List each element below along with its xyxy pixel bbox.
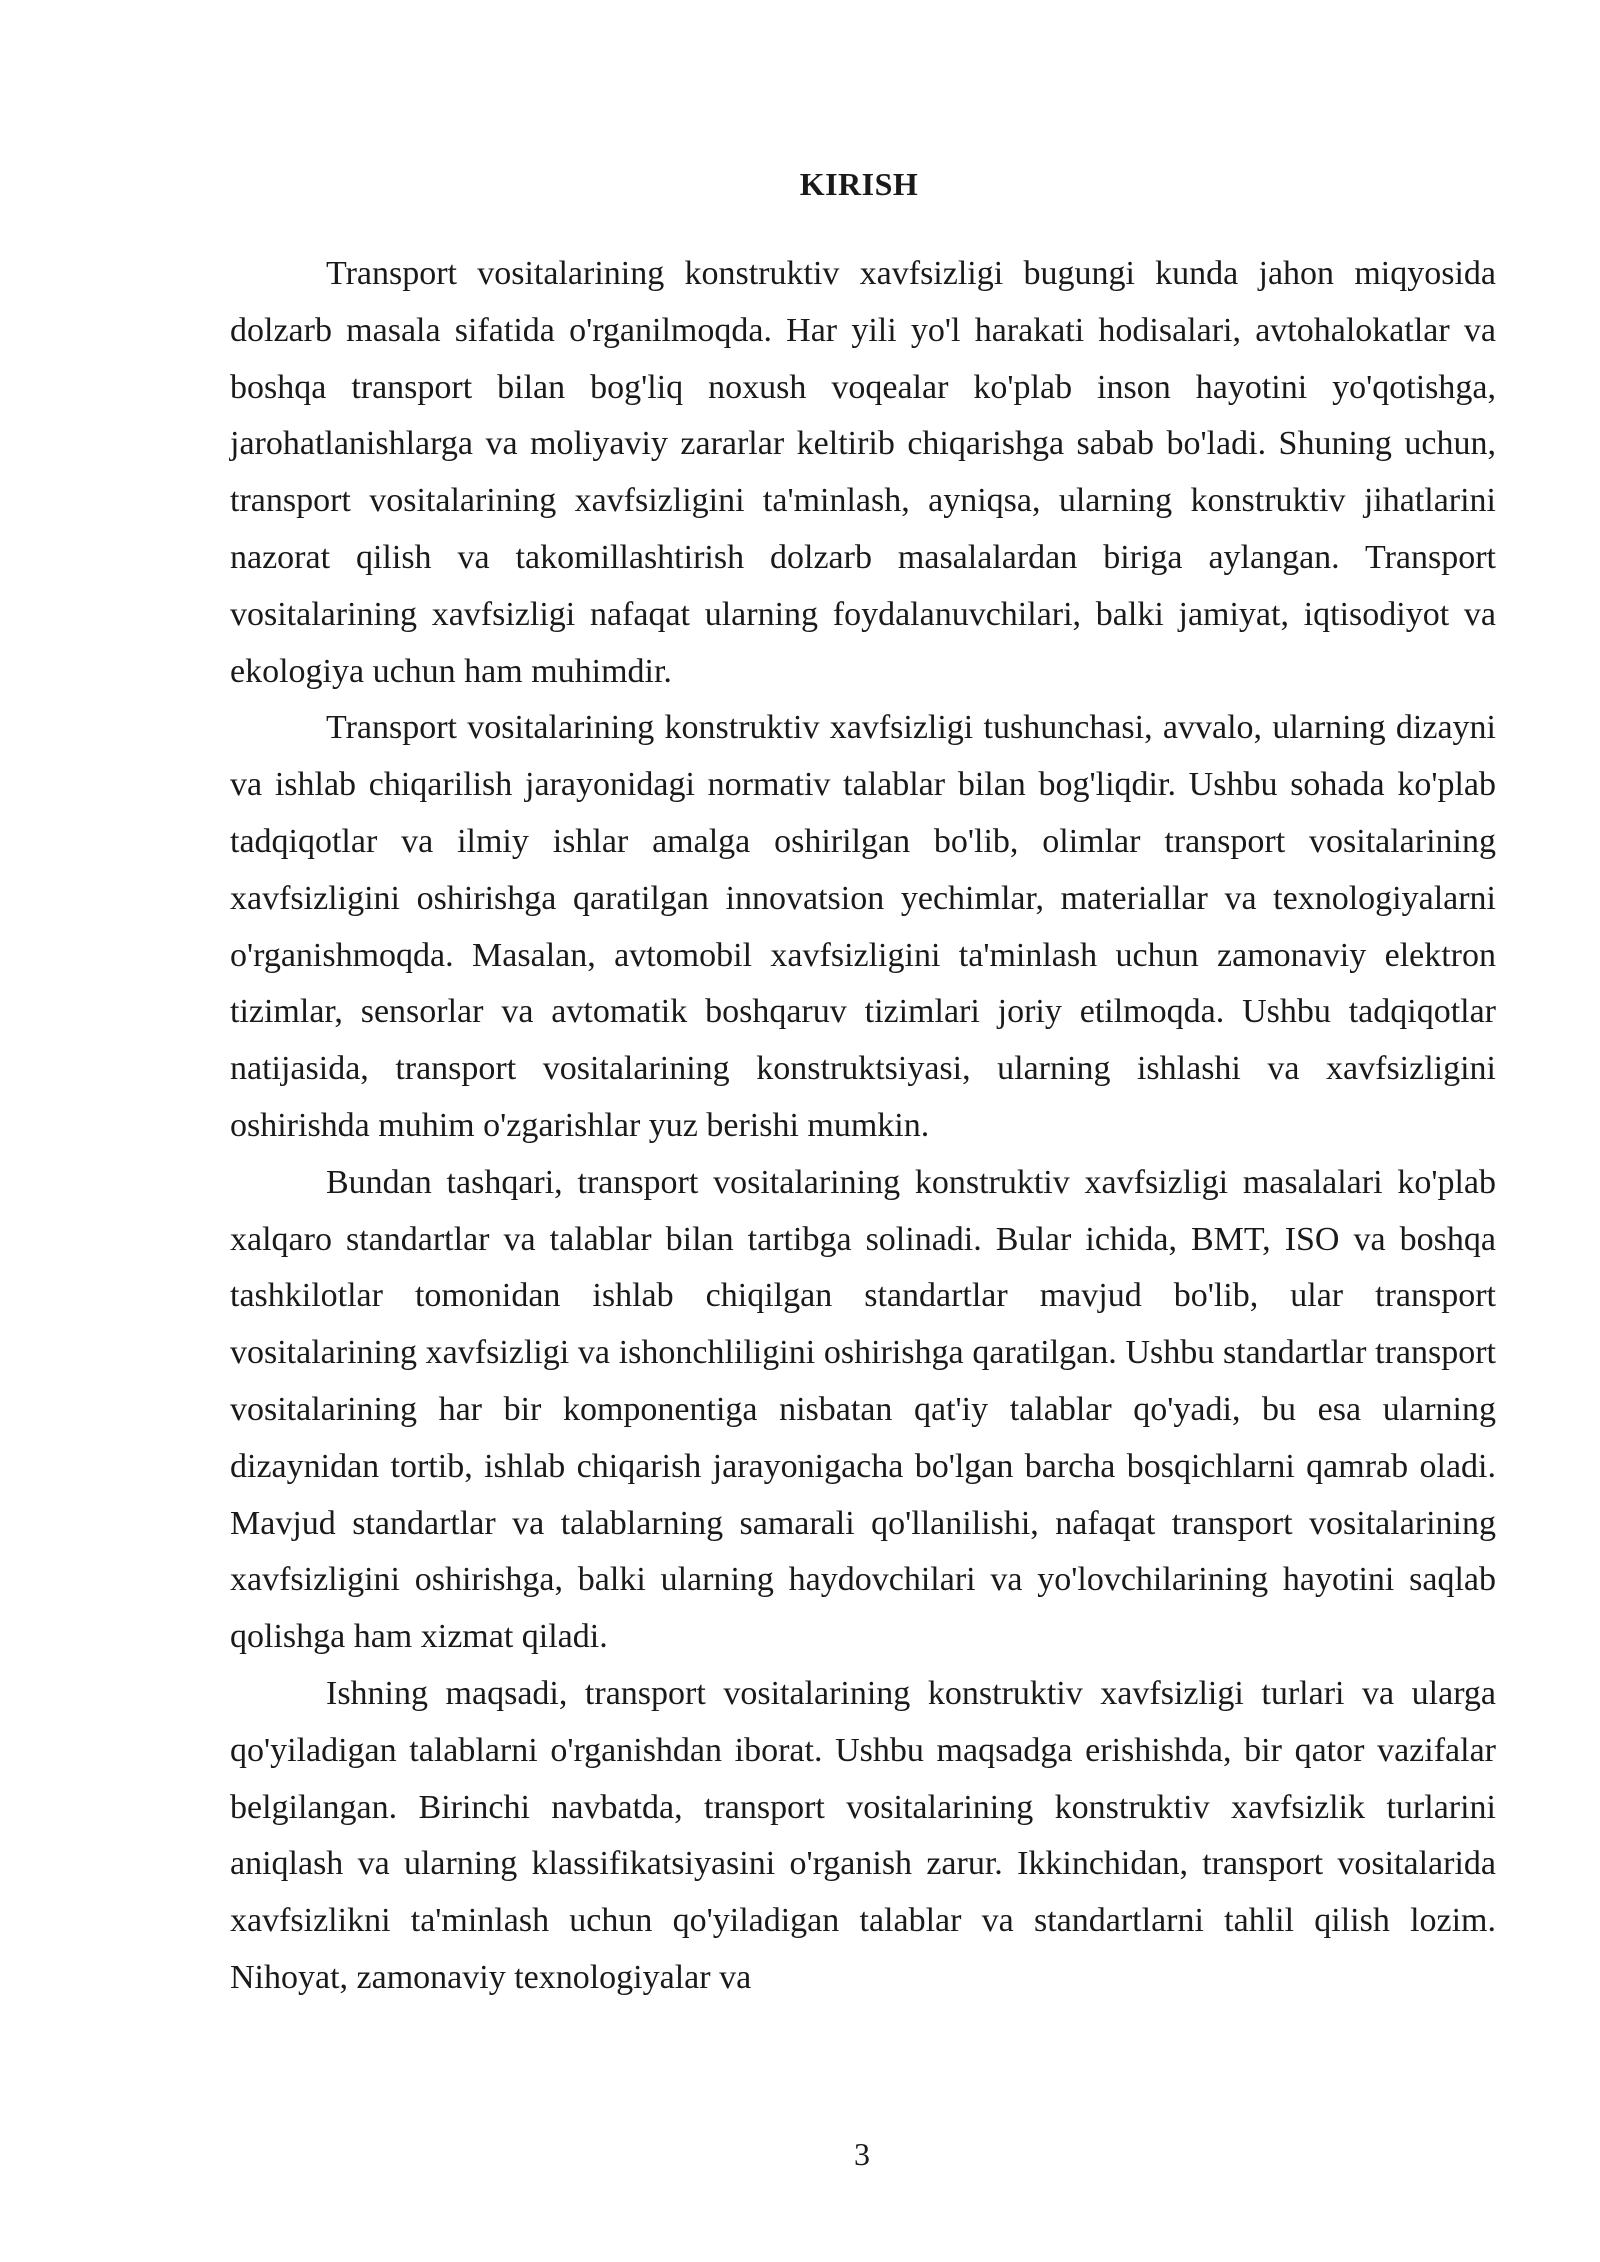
paragraph: Bundan tashqari, transport vositalarining konstruktiv xavfsizligi masalalari ko'plab xalqaro standartlar va talablar bilan tartibga solinadi. Bular ichida, BMT, ISO va boshqa tashkilotlar tomonidan ishlab chiqilgan standartlar mavjud bo'lib, ular transport vositalarining xavfsizligi va ishonchliligini oshirishga qaratilgan. Ushbu standartlar transport vositalarining har bir komponentiga nisbatan qat'iy talablar qo'yadi, bu esa ularning dizaynidan tortib, ishlab chiqarish jarayonigacha bo'lgan barcha bosqichlarni qamrab oladi. Mavjud standartlar va talablarning samarali qo'llanilishi, nafaqat transport vositalarining xavfsizligini oshirishga, balki ularning haydovchilari va yo'lovchilarining hayotini saqlab qolishga ham xizmat qiladi. bbox=[230, 1163, 1496, 1656]
section-heading: KIRISH bbox=[799, 166, 919, 202]
paragraph: Ishning maqsadi, transport vositalarining konstruktiv xavfsizligi turlari va ularga qo'yiladigan talablarni o'rganishdan iborat. Ushbu maqsadga erishishda, bir qator vazifalar belgilangan. Birinchi navbatda, transport vositalarining konstruktiv xavfsizlik turlarini aniqlash va ularning klassifikatsiyasini o'rganish zarur. Ikkinchidan, transport vositalarida xavfsizlikni ta'minlash uchun qo'yiladigan talablar va standartlarni tahlil qilish lozim. Nihoyat, zamonaviy texnologiyalar va bbox=[230, 1674, 1496, 1996]
paragraph: Transport vositalarining konstruktiv xavfsizligi tushunchasi, avvalo, ularning dizayni va ishlab chiqarilish jarayonidagi normativ talablar bilan bog'liqdir. Ushbu sohada ko'plab tadqiqotlar va ilmiy ishlar amalga oshirilgan bo'lib, olimlar transport vositalarining xavfsizligini oshirishga qaratilgan innovatsion yechimlar, materiallar va texnologiyalarni o'rganishmoqda. Masalan, avtomobil xavfsizligini ta'minlash uchun zamonaviy elektron tizimlar, sensorlar va avtomatik boshqaruv tizimlari joriy etilmoqda. Ushbu tadqiqotlar natijasida, transport vositalarining konstruktsiyasi, ularning ishlashi va xavfsizligini oshirishda muhim o'zgarishlar yuz berishi mumkin. bbox=[230, 709, 1496, 1144]
paragraph: Transport vositalarining konstruktiv xavfsizligi bugungi kunda jahon miqyosida dolzarb masala sifatida o'rganilmoqda. Har yili yo'l harakati hodisalari, avtohalokatlar va boshqa transport bilan bog'liq noxush voqealar ko'plab inson hayotini yo'qotishga, jarohatlanishlarga va moliyaviy zararlar keltirib chiqarishga sabab bo'ladi. Shuning uchun, transport vositalarining xavfsizligini ta'minlash, ayniqsa, ularning konstruktiv jihatlarini nazorat qilish va takomillashtirish dolzarb masalalardan biriga aylangan. Transport vositalarining xavfsizligi nafaqat ularning foydalanuvchilari, balki jamiyat, iqtisodiyot va ekologiya uchun ham muhimdir. bbox=[230, 255, 1496, 690]
body-text bbox=[230, 246, 1496, 2007]
page-number: 3 bbox=[854, 2136, 870, 2172]
